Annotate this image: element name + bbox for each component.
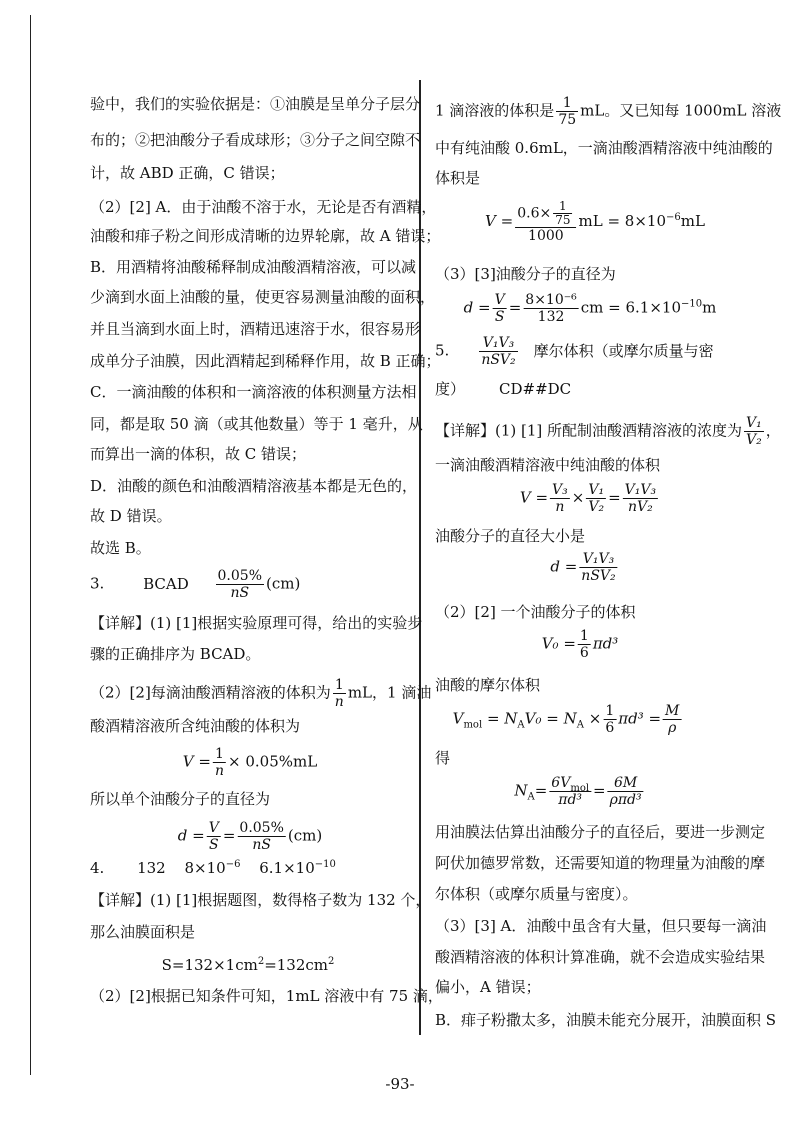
text-line: 阿伏加德罗常数，还需要知道的物理量为油酸的摩 [435, 854, 766, 872]
text-line: C．一滴油酸的体积和一滴溶液的体积测量方法相 [90, 383, 417, 401]
page-number: -93- [385, 1075, 415, 1093]
equation: d = $\frac{V}{S}$ = $\frac{0.05\%}{nS}$ (cm) [177, 820, 323, 853]
question-5-answer: 5. $\frac{\text{V₁V₃}}{\text{nSV₂}}$ 摩尔体积（或摩尔质量与密 [435, 335, 714, 368]
question-4-answer: 4. 132 $8\times 10^{-6}$ $6.1\times 10^{-10}$ [90, 859, 336, 877]
text-line: 成单分子油膜，因此酒精起到稀释作用，故 B 正确； [90, 352, 441, 370]
text-line: 布的；②把油酸分子看成球形；③分子之间空隙不 [90, 131, 421, 149]
text-line: 中有纯油酸 0.6mL，一滴油酸酒精溶液中纯油酸的 [435, 139, 773, 157]
equation: $S=132\times 1cm^2=132cm^2$ [161, 956, 335, 974]
text-line: 验中，我们的实验依据是：①油膜是呈单分子层分 [90, 95, 421, 113]
equation: V₀ = $\frac{1}{6}$ πd³ [541, 628, 619, 661]
text-line: 少滴到水面上油酸的量，使更容易测量油酸的面积， [90, 288, 436, 306]
text-line: 偏小，A 错误； [435, 978, 541, 996]
equation: $N_A=$ $\frac{6V_{mol}}{\text{πd³}}$ = $\frac{6M}{\text{ρπd³}}$ [514, 775, 642, 808]
text-line: 体积是 [435, 169, 481, 187]
text-line: 酸酒精溶液的体积计算准确，就不会造成实验结果 [435, 948, 766, 966]
text-line: 酸酒精溶液所含纯油酸的体积为 [90, 717, 301, 735]
text-line: 而算出一滴的体积，故 C 错误； [90, 445, 307, 463]
equation: $V_{mol} = N_AV_0 = N_A$ × $\frac{1}{6}$ πd³ = $\frac{M}{\rho}$ [452, 703, 680, 736]
text-line: B．痱子粉撒太多，油膜未能充分展开，油膜面积 S [435, 1011, 777, 1029]
text-line: 同，都是取 50 滴（或其他数量）等于 1 毫升，从 [90, 415, 423, 433]
text-line: D．油酸的颜色和油酸酒精溶液基本都是无色的， [90, 477, 418, 495]
text-line-with-fraction: 【详解】(1) [1] 所配制油酸酒精溶液的浓度为 $\frac{\text{V₁}}{\text{V₂}}$ ， [435, 415, 781, 448]
text-line: 计，故 ABD 正确，C 错误； [90, 164, 285, 182]
text-line: 那么油膜面积是 [90, 923, 196, 941]
text-line: （2）[2] A．由于油酸不溶于水，无论是否有酒精， [90, 198, 437, 216]
text-line-with-fraction: 1 滴溶液的体积是 $\frac{1}{75}$ mL。又已知每 1000mL 溶液 [435, 95, 782, 128]
text-line: B．用酒精将油酸稀释制成油酸酒精溶液，可以减 [90, 258, 417, 276]
text-line: 【详解】(1) [1]根据实验原理可得，给出的实验步 [90, 614, 423, 632]
text-line: 并且当滴到水面上时，酒精迅速溶于水，很容易形 [90, 320, 421, 338]
text-line: 尔体积（或摩尔质量与密度）。 [435, 885, 638, 903]
question-number: 3. [90, 574, 105, 593]
text-line: 一滴油酸酒精溶液中纯油酸的体积 [435, 456, 661, 474]
equation: V = 0.6× $\frac{1}{75}$ 1000 mL = $8\times 10^{-6}mL$ [485, 199, 705, 244]
text-line: 故 D 错误。 [90, 507, 172, 525]
fraction: $\frac{1}{n}$ [334, 677, 344, 710]
equation: V = $\frac{\text{V₃}}{n}$ × $\frac{\text{V₁}}{\text{V₂}}$ = $\frac{\text{V₁V₃}}{\text{nV₂}}$ [519, 482, 657, 515]
right-column [420, 0, 800, 1142]
text-line: 故选 B。 [90, 539, 151, 557]
equation: d = $\frac{\text{V₁V₃}}{\text{nSV₂}}$ [550, 551, 616, 584]
text-line-with-fraction: （2）[2]每滴油酸酒精溶液的体积为 $\frac{1}{n}$ mL，1 滴油 [90, 677, 432, 710]
text-line: （2）[2]根据已知条件可知，1mL 溶液中有 75 滴， [90, 987, 443, 1005]
text-line: 所以单个油酸分子的直径为 [90, 790, 271, 808]
text-line: （2）[2] 一个油酸分子的体积 [435, 603, 636, 621]
text-line: 油酸的摩尔体积 [435, 676, 541, 694]
text-line: 用油膜法估算出油酸分子的直径后，要进一步测定 [435, 823, 766, 841]
text-line: （3）[3] A．油酸中虽含有大量，但只要每一滴油 [435, 917, 767, 935]
text-line: 油酸和痱子粉之间形成清晰的边界轮廓，故 A 错误； [90, 227, 441, 245]
equation: d = $\frac{V}{S}$ = $\frac{\text{8×10⁻⁶}}{132}$ cm = $6.1\times 10^{-10}m$ [463, 292, 717, 325]
text-line: 【详解】(1) [1]根据题图，数得格子数为 132 个， [90, 891, 431, 909]
text-line: 得 [435, 749, 451, 767]
equation: V = $\frac{1}{n}$ × 0.05%mL [182, 746, 318, 779]
text-line: （3）[3]油酸分子的直径为 [435, 265, 616, 283]
fraction: $\frac{0.05\%}{nS}$ [217, 568, 262, 601]
text-line: 油酸分子的直径大小是 [435, 527, 586, 545]
answer-sequence: BCAD [143, 574, 189, 593]
text-line: 度） CD##DC [435, 380, 572, 398]
question-3-answer: 3. BCAD $\frac{0.05\%}{nS}$ (cm) [90, 568, 301, 601]
text-line: 骤的正确排序为 BCAD。 [90, 645, 261, 663]
